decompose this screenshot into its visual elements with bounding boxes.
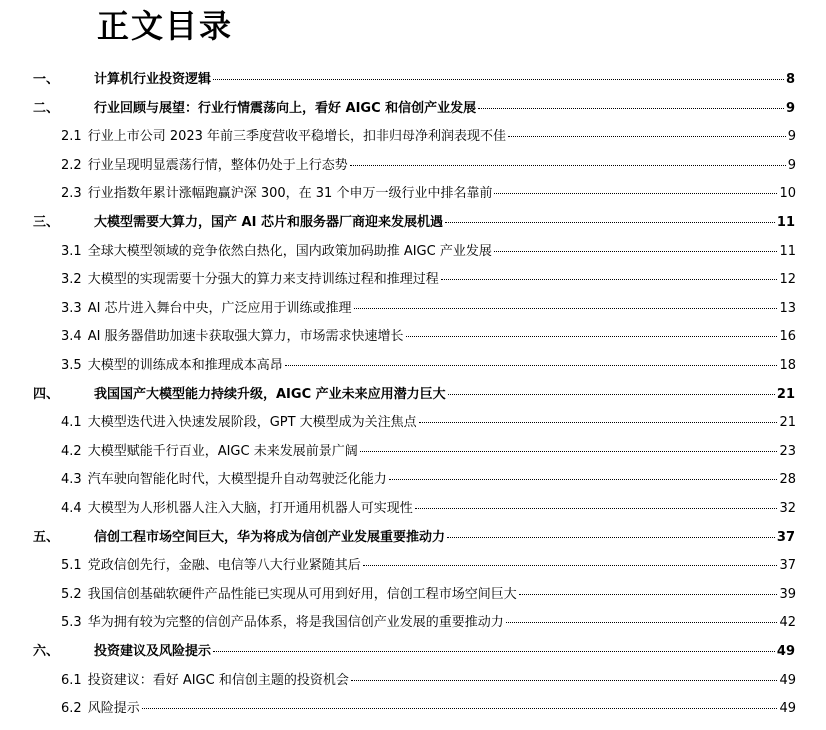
toc-entry-title: 信创工程市场空间巨大，华为将成为信创产业发展重要推动力	[94, 529, 446, 545]
page-title: 正文目录	[97, 7, 234, 45]
toc-entry-title: 行业指数年累计涨幅跑赢沪深 300，在 31 个申万一级行业中排名靠前	[87, 186, 493, 202]
toc-entry-title: 行业呈现明显震荡行情，整体仍处于上行态势	[87, 157, 348, 173]
dot-leader	[494, 251, 778, 252]
toc-entry-number: 3.3	[61, 300, 82, 316]
toc-subsection-entry[interactable]	[61, 440, 796, 462]
toc-subsection-entry[interactable]	[61, 182, 796, 204]
toc-page-number: 42	[779, 615, 796, 631]
toc-entry-number: 4.3	[61, 472, 82, 488]
toc-entry-number: 3.4	[61, 329, 82, 345]
toc-entry-title: 风险提示	[87, 701, 140, 717]
toc-page-number: 9	[787, 157, 796, 173]
toc-page-number: 37	[779, 558, 796, 574]
toc-page-number: 18	[779, 358, 796, 373]
dot-leader	[142, 708, 778, 709]
dot-leader	[419, 422, 778, 423]
toc-subsection-entry[interactable]	[61, 125, 796, 147]
toc-page-number: 11	[779, 243, 796, 259]
toc-page-number: 13	[779, 300, 796, 316]
toc-page-number: 39	[779, 586, 796, 602]
toc-page-number: 9	[787, 129, 796, 145]
toc-entry-title: 大模型的训练成本和推理成本高昂	[87, 358, 283, 373]
toc-subsection-entry[interactable]	[61, 325, 796, 347]
toc-page-number: 28	[779, 472, 796, 488]
toc-entry-number: 3.2	[61, 272, 82, 288]
toc-entry-title: 华为拥有较为完整的信创产品体系，将是我国信创产业发展的重要推动力	[87, 615, 504, 631]
toc-entry-title: 汽车驶向智能化时代，大模型提升自动驾驶泛化能力	[87, 472, 387, 488]
dot-leader	[406, 336, 778, 337]
toc-page-number: 49	[779, 701, 796, 717]
toc-page-number: 21	[776, 386, 795, 402]
dot-leader	[494, 193, 777, 194]
toc-entry-number: 3.5	[61, 358, 82, 373]
toc-subsection-entry[interactable]	[61, 497, 796, 519]
toc-entry-number: 4.2	[61, 443, 82, 459]
toc-entry-number: 4.4	[61, 501, 82, 516]
toc-entry-title: AI 服务器借助加速卡获取强大算力，市场需求快速增长	[87, 329, 404, 345]
dot-leader	[350, 165, 786, 166]
toc-subsection-entry[interactable]	[61, 154, 796, 176]
dot-leader	[389, 479, 778, 480]
toc-subsection-entry[interactable]	[61, 611, 796, 633]
dot-leader	[351, 680, 778, 681]
toc-page-number: 12	[779, 272, 796, 288]
toc-page-number: 10	[779, 186, 796, 202]
toc-entry-number: 三、	[33, 215, 60, 230]
toc-entry-number: 5.1	[61, 558, 82, 574]
toc-entry-number: 2.3	[61, 186, 82, 202]
dot-leader	[415, 508, 778, 509]
toc-entry-title: 我国国产大模型能力持续升级，AIGC 产业未来应用潜力巨大	[94, 386, 446, 402]
toc-entry-number: 6.2	[61, 701, 82, 717]
dot-leader	[508, 136, 786, 137]
toc-page-number: 37	[776, 529, 795, 545]
toc-page-number: 49	[779, 672, 796, 688]
toc-subsection-entry[interactable]	[61, 583, 796, 605]
dot-leader	[441, 279, 778, 280]
toc-entry-number: 3.1	[61, 243, 82, 259]
toc-entry-number: 四、	[33, 386, 60, 402]
toc-subsection-entry[interactable]	[61, 669, 796, 691]
dot-leader	[213, 79, 784, 80]
toc-page-number: 16	[779, 329, 796, 345]
toc-entry-number: 5.3	[61, 615, 82, 631]
toc-entry-title: 大模型为人形机器人注入大脑，打开通用机器人可实现性	[87, 501, 413, 516]
dot-leader	[448, 394, 775, 395]
toc-page-number: 9	[785, 100, 795, 116]
toc-entry-number: 4.1	[61, 415, 82, 431]
toc-entry-title: 大模型迭代进入快速发展阶段，GPT 大模型成为关注焦点	[87, 415, 417, 431]
toc-page-number: 11	[776, 215, 795, 230]
toc-entry-title: 行业上市公司 2023 年前三季度营收平稳增长，扣非归母净利润表现不佳	[87, 129, 507, 145]
dot-leader	[354, 308, 778, 309]
toc-entry-number: 2.1	[61, 129, 82, 145]
toc-subsection-entry[interactable]	[61, 554, 796, 576]
toc-entry-title: 大模型的实现需要十分强大的算力来支持训练过程和推理过程	[87, 272, 439, 288]
toc-subsection-entry[interactable]	[61, 411, 796, 433]
dot-leader	[213, 651, 775, 652]
dot-leader	[285, 365, 778, 366]
toc-page-number: 32	[779, 501, 796, 516]
toc-entry-number: 5.2	[61, 586, 82, 602]
toc-subsection-entry[interactable]	[61, 268, 796, 290]
toc-subsection-entry[interactable]	[61, 240, 796, 262]
toc-entry-number: 6.1	[61, 672, 82, 688]
dot-leader	[447, 537, 775, 538]
toc-section-entry[interactable]	[33, 68, 795, 90]
dot-leader	[478, 108, 784, 109]
dot-leader	[445, 222, 775, 223]
toc-subsection-entry[interactable]	[61, 697, 796, 719]
toc-section-entry[interactable]	[33, 97, 795, 119]
toc-page-number: 49	[776, 644, 795, 659]
toc-subsection-entry[interactable]	[61, 468, 796, 490]
toc-subsection-entry[interactable]	[61, 297, 796, 319]
toc-page-number: 23	[779, 443, 796, 459]
toc-entry-title: 计算机行业投资逻辑	[94, 72, 212, 87]
toc-subsection-entry[interactable]	[61, 354, 796, 376]
dot-leader	[506, 622, 778, 623]
toc-section-entry[interactable]	[33, 211, 795, 233]
toc-page-number: 8	[785, 72, 795, 87]
dot-leader	[363, 565, 778, 566]
toc-entry-title: 投资建议：看好 AIGC 和信创主题的投资机会	[87, 672, 349, 688]
toc-entry-title: 行业回顾与展望：行业行情震荡向上，看好 AIGC 和信创产业发展	[94, 100, 477, 116]
toc-entry-title: 党政信创先行，金融、电信等八大行业紧随其后	[87, 558, 361, 574]
toc-entry-number: 六、	[33, 644, 60, 659]
toc-entry-title: 我国信创基础软硬件产品性能已实现从可用到好用，信创工程市场空间巨大	[87, 586, 517, 602]
toc-entry-number: 2.2	[61, 157, 82, 173]
toc-page-number: 21	[779, 415, 796, 431]
toc-section-entry[interactable]	[33, 640, 795, 662]
toc-section-entry[interactable]	[33, 526, 795, 548]
toc-entry-title: 投资建议及风险提示	[94, 644, 212, 659]
toc-section-entry[interactable]	[33, 383, 795, 405]
toc-entry-title: 大模型需要大算力，国产 AI 芯片和服务器厂商迎来发展机遇	[94, 215, 443, 230]
toc-entry-number: 一、	[33, 72, 60, 87]
dot-leader	[360, 451, 778, 452]
toc-entry-number: 五、	[33, 529, 60, 545]
toc-entry-number: 二、	[33, 100, 60, 116]
toc-entry-title: AI 芯片进入舞台中央，广泛应用于训练或推理	[87, 300, 352, 316]
dot-leader	[519, 594, 778, 595]
toc-entry-title: 大模型赋能千行百业，AIGC 未来发展前景广阔	[87, 443, 358, 459]
toc-entry-title: 全球大模型领域的竞争依然白热化，国内政策加码助推 AIGC 产业发展	[87, 243, 492, 259]
